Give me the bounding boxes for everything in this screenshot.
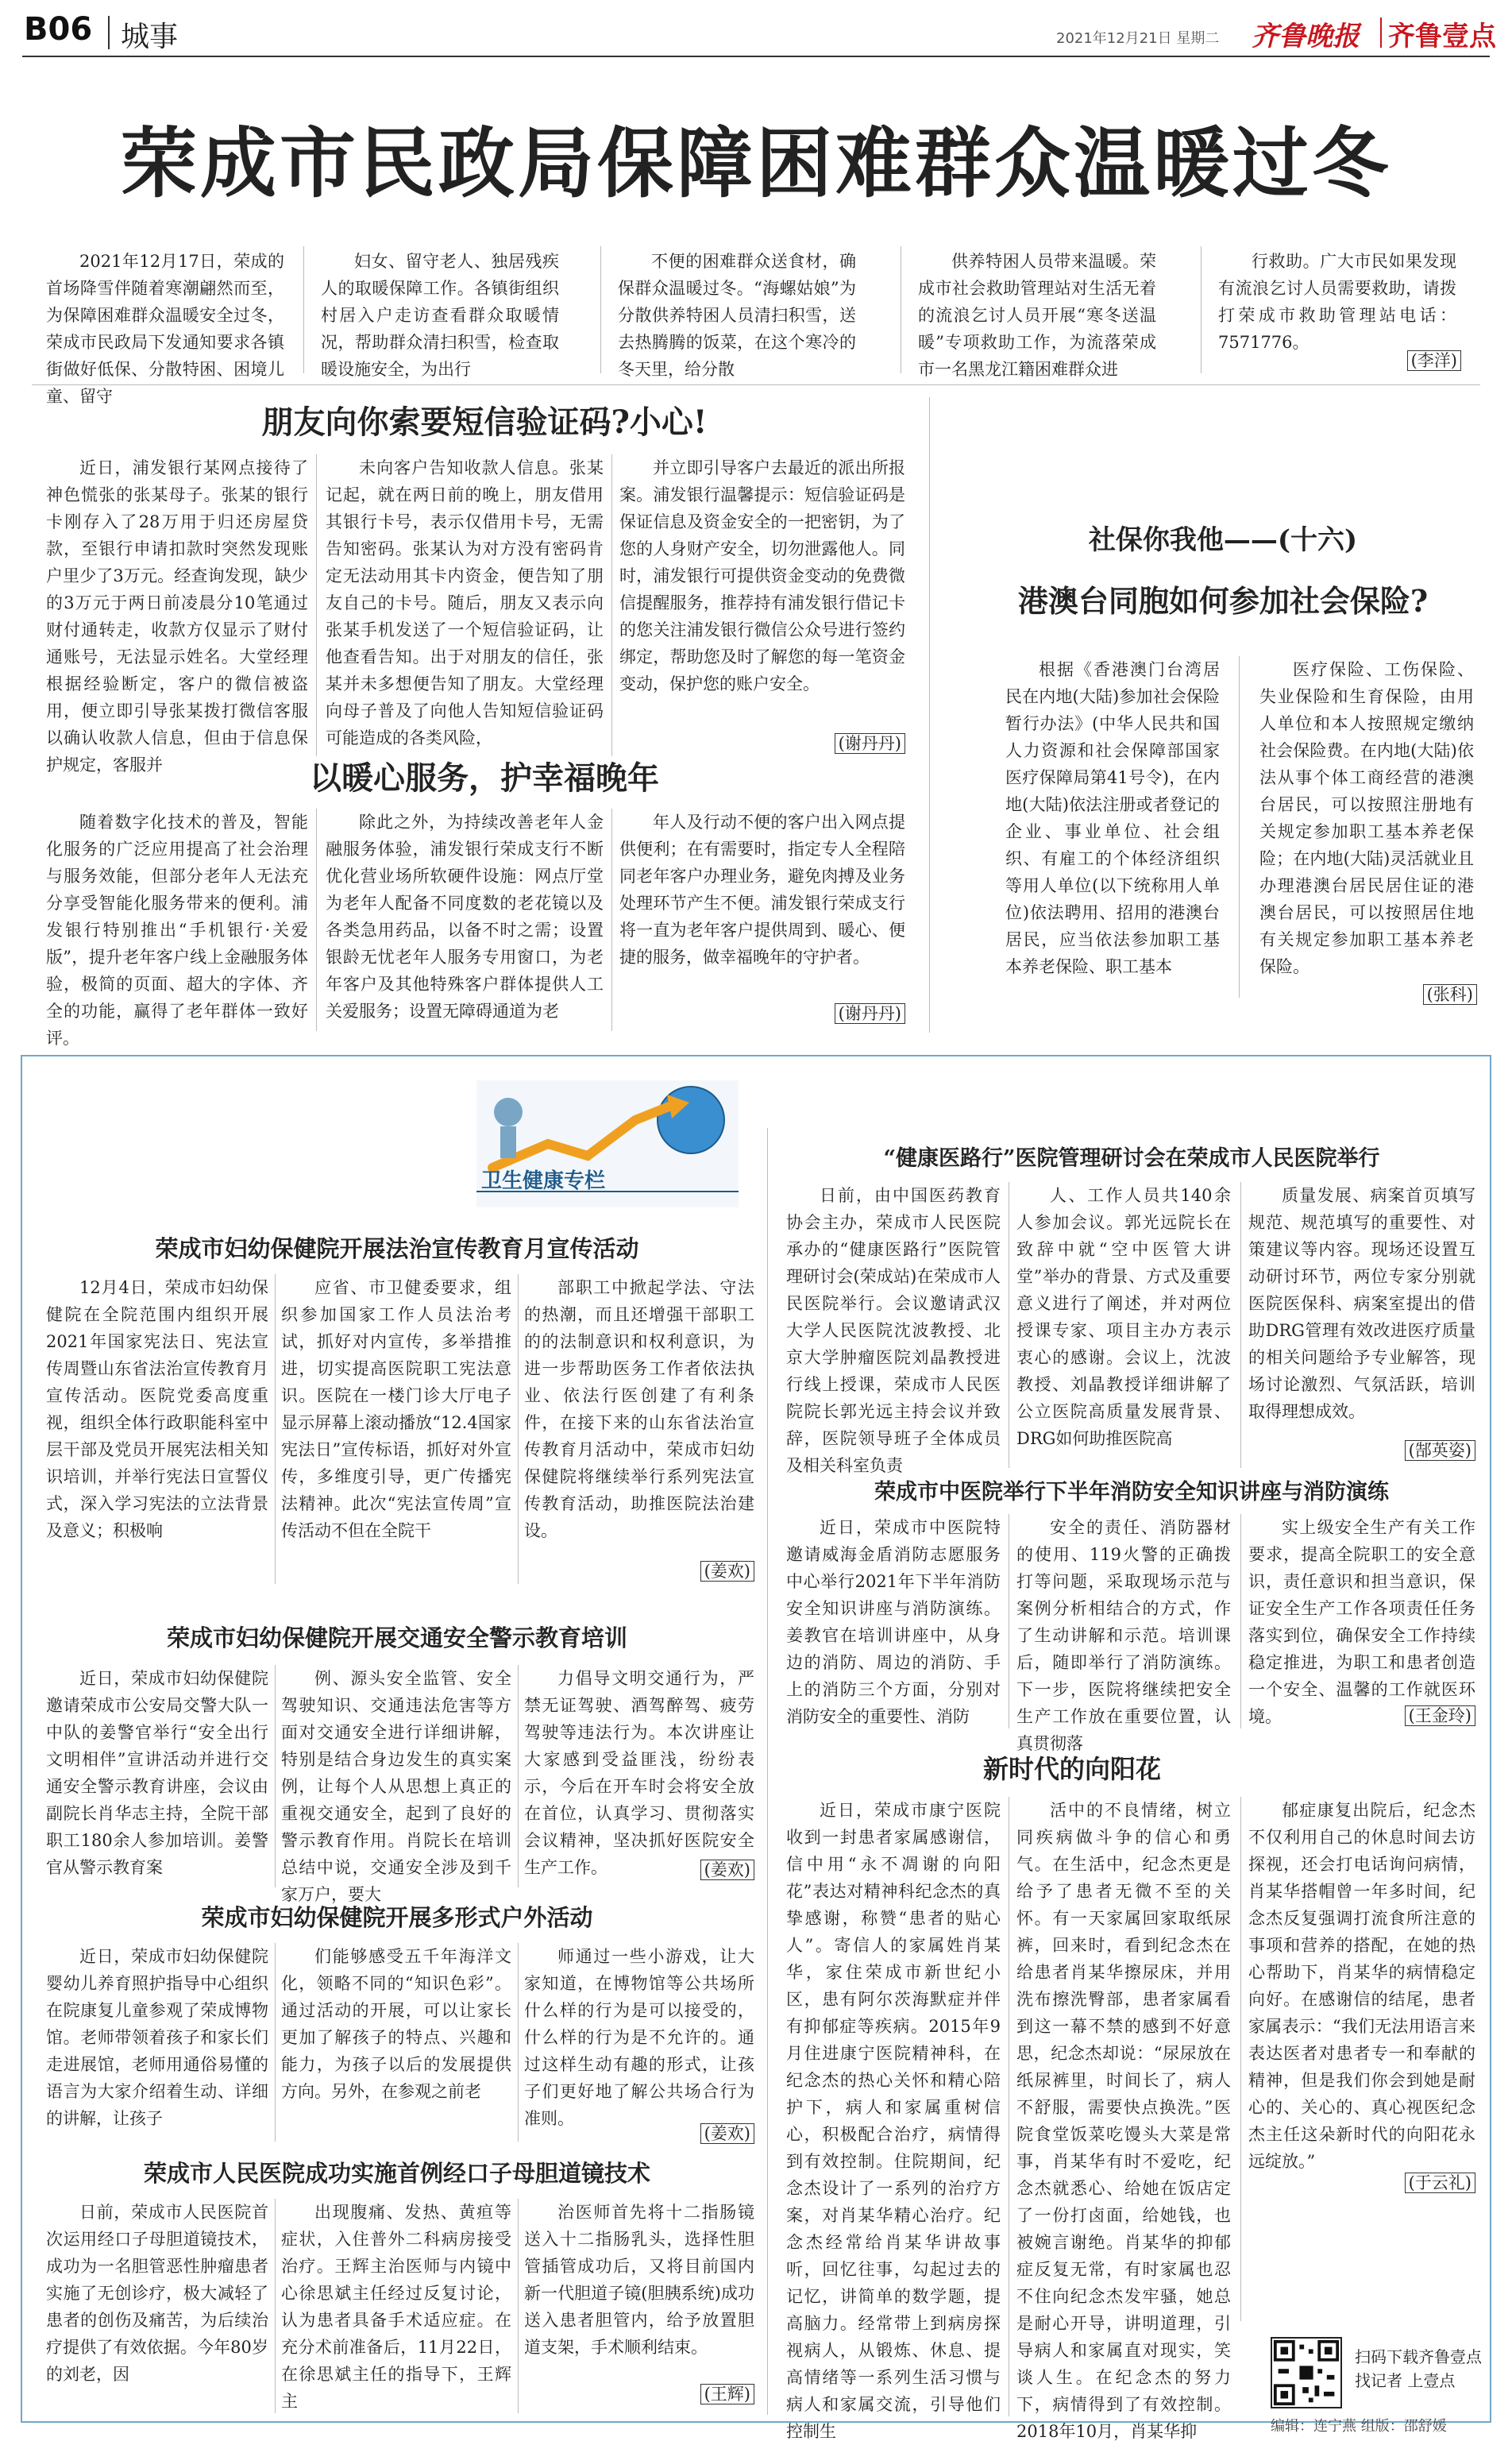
social-article-signature: (张科) bbox=[1374, 982, 1477, 1006]
issue-date: 2021年12月21日 星期二 bbox=[1056, 30, 1220, 47]
h1-article-col-1: 12月4日，荣成市妇幼保健院在全院范围内组织开展2021年国家宪法日、宪法宣传周暨山东省法治宣传教育月宣传活动。医院党委高度重视，组织全体行政职能科室中层干部及党员开展宪法相关知识培训，并举行宪法日宣誓仪式，深入学习宪法的立法背景及意义；积极响 bbox=[46, 1278, 268, 1540]
column-rule bbox=[611, 809, 612, 1031]
sms-article-headline: 朋友向你索要短信验证码?小心! bbox=[261, 404, 708, 441]
column-rule bbox=[518, 1274, 519, 1584]
masthead-rule bbox=[22, 56, 1490, 57]
h3-article-signature: (姜欢) bbox=[651, 2121, 754, 2145]
article-main-col-4: 供养特困人员带来温暖。荣成市社会救助管理站对生活无着的流浪乞讨人员开展“寒冬送温暖”专项救助工作，为流落荣成市一名黑龙江籍困难群众进 bbox=[918, 252, 1156, 379]
qr-caption bbox=[1355, 2345, 1482, 2393]
column-rule bbox=[1240, 1514, 1241, 1728]
section-rule bbox=[32, 384, 1480, 385]
elderly-article-headline: 以暖心服务，护幸福晚年 bbox=[310, 759, 659, 797]
column-rule bbox=[1239, 656, 1240, 998]
qr-code-icon[interactable] bbox=[1271, 2337, 1342, 2408]
h2-article-headline: 荣成市妇幼保健院开展交通安全警示教育培训 bbox=[166, 1624, 627, 1651]
column-rule bbox=[316, 454, 317, 756]
h5-article-col-1: 日前，由中国医药教育协会主办，荣成市人民医院承办的“健康医路行”医院管理研讨会(荣成站)在荣成市人民医院举行。会议邀请武汉大学人民医院沈波教授、北京大学肿瘤医院刘晶教授进行线上授课，荣成市人民医院院长郭光远主持会议并致辞，医院领导班子全体成员及相关科室负责 bbox=[786, 1186, 1001, 1475]
h7-article-headline: 新时代的向阳花 bbox=[982, 1754, 1161, 1784]
brand-logo-qilu-evening: 齐鲁晚报 bbox=[1252, 21, 1360, 52]
h1-article-signature: (姜欢) bbox=[651, 1559, 754, 1582]
h5-article-headline: “健康医路行”医院管理研讨会在荣成市人民医院举行 bbox=[883, 1146, 1380, 1171]
sms-article-col-1: 近日，浦发银行某网点接待了神色慌张的张某母子。张某的银行卡刚存入了28万用于归还房屋贷款，至银行申请扣款时突然发现账户里少了3万元。经查询发现，缺少的3万元于两日前凌晨分10笔通过财付通转走，收款方仅显示了财付通账号，无法显示姓名。大堂经理根据经验断定，客户的微信被盗用，便立即引导张某拨打微信客服以确认收款人信息，但由于信息保护规定，客服并 bbox=[46, 458, 308, 774]
h7-article-col-1: 近日，荣成市康宁医院收到一封患者家属感谢信，信中用“永不凋谢的向阳花”表达对精神科纪念杰的真挚感谢，称赞“患者的贴心人”。寄信人的家属姓肖某华，家住荣成市新世纪小区，患有阿尔茨海默症并伴有抑郁症等疾病。2015年9月住进康宁医院精神科，在纪念杰的热心关怀和精心陪护下，病人和家属重树信心，积极配合治疗，病情得到有效控制。住院期间，纪念杰设计了一系列的治疗方案，对肖某华精心治疗。纪念杰经常给肖某华讲故事听，回忆往事，勾起过去的记忆，讲简单的数学题，提高脑力。经常带上到病房探视病人，从锻炼、休息、提高情绪等一系列生活习惯与病人和家属交流，引导他们控制生 bbox=[786, 1801, 1001, 2441]
h7-article-col-3: 郁症康复出院后，纪念杰不仅利用自己的休息时间去访探视，还会打电话询问病情，肖某华搭帽曾一年多时间，纪念杰反复强调打流食所注意的事项和营养的搭配，在她的热心帮助下，肖某华的病情稳定向好。在感谢信的结尾，患者家属表示：“我们无法用语言来表达医者对患者专一和奉献的精神，但是我们你会到她是耐心的、关心的、真心视医纪念杰主任这朵新时代的向阳花永远绽放。” bbox=[1248, 1801, 1475, 2171]
article-main-col-2: 妇女、留守老人、独居残疾人的取暖保障工作。各镇街组织村居入户走访查看群众取暖情况，帮助群众清扫积雪，检查取暖设施安全，为出行 bbox=[321, 252, 559, 379]
social-article-col-2: 医疗保险、工伤保险、失业保险和生育保险，由用人单位和本人按照规定缴纳社会保险费。在内地(大陆)依法从事个体工商经营的港澳台居民，可以按照注册地有关规定参加职工基本养老保险；在内地(大陆)灵活就业且办理港澳台居民居住证的港澳台居民，可以按照居住地有关规定参加职工基本养老保险。 bbox=[1259, 660, 1474, 976]
column-rule bbox=[1201, 246, 1202, 373]
column-rule bbox=[518, 2199, 519, 2413]
column-rule bbox=[929, 397, 930, 1033]
h6-article-col-3: 实上级安全生产有关工作要求，提高全院职工的安全意识，责任意识和担当意识，保证安全生产工作各项责任任务落实到位，确保安全工作持续稳定推进，为职工和患者创造一个安全、温馨的工作就医环境。 bbox=[1248, 1518, 1475, 1726]
column-rule bbox=[275, 1274, 276, 1584]
h1-article-col-3: 部职工中掀起学法、守法的热潮，而且还增强干部职工的的法制意识和权利意识，为进一步帮助医务工作者依法执业、依法行医创建了有利条件，在接下来的山东省法治宣传教育月活动中，荣成市妇幼保健院将继续举行系列宪法宣传教育活动，助推医院法治建设。 bbox=[524, 1278, 754, 1540]
h1-article-col-2: 应省、市卫健委要求，组织参加国家工作人员法治考试，抓好对内宣传，多举措推进，切实提高医院职工宪法意识。医院在一楼门诊大厅电子显示屏幕上滚动播放“12.4国家宪法日”宣传标语，抓好对外宣传，多维度引导，更广传播宪法精神。此次“宪法宣传周”宣传活动不但在全院干 bbox=[281, 1278, 511, 1540]
elderly-article-col-1: 随着数字化技术的普及，智能化服务的广泛应用提高了社会治理与服务效能，但部分老年人无法充分享受智能化服务带来的便利。浦发银行特别推出“手机银行·关爱版”，提升老年客户线上金融服务体验，极简的页面、超大的字体、齐全的功能，赢得了老年群体一致好评。 bbox=[46, 813, 308, 1048]
main-headline: 荣成市民政局保障困难群众温暖过冬 bbox=[121, 118, 1391, 208]
article-main-col-1: 2021年12月17日，荣成的首场降雪伴随着寒潮翩然而至，为保障困难群众温暖安全过冬，荣成市民政局下发通知要求各镇街做好低保、分散特困、困境儿童、留守 bbox=[46, 252, 284, 406]
section-name: 城事 bbox=[121, 21, 179, 53]
h4-article-col-2: 出现腹痛、发热、黄疸等症状，入住普外二科病房接受治疗。王辉主治医师与内镜中心徐思斌主任经过反复讨论，认为患者具备手术适应症。在充分术前准备后，11月22日，在徐思斌主任的指导下，王辉主 bbox=[281, 2203, 511, 2411]
h4-article-col-3: 治医师首先将十二指肠镜送入十二指肠乳头，选择性胆管插管成功后，又将目前国内新一代胆道子镜(胆胰系统)成功送入患者胆管内，给予放置胆道支架，手术顺利结束。 bbox=[524, 2203, 754, 2357]
h5-article-col-2: 人、工作人员共140余人参加会议。郭光远院长在致辞中就“空中医管大讲堂”举办的背景、方式及重要意义进行了阐述，并对两位授课专家、项目主办方表示衷心的感谢。会议上，沈波教授、刘晶教授详细讲解了公立医院高质量发展背景、DRG如何助推医院高 bbox=[1016, 1186, 1231, 1448]
h3-article-col-2: 们能够感受五千年海洋文化，领略不同的“知识色彩”。通过活动的开展，可以让家长更加了解孩子的特点、兴趣和能力，为孩子以后的发展提供方向。另外，在参观之前老 bbox=[281, 1947, 511, 2101]
h2-article-col-3: 力倡导文明交通行为，严禁无证驾驶、酒驾醉驾、疲劳驾驶等违法行为。本次讲座让大家感到受益匪浅，纷纷表示，今后在开车时会将安全放在首位，认真学习、贯彻落实会议精神，坚决抓好医院安全生产工作。 bbox=[524, 1669, 754, 1877]
social-article-headline: 港澳台同胞如何参加社会保险? bbox=[1017, 583, 1429, 619]
sms-article-col-3: 并立即引导客户去最近的派出所报案。浦发银行温馨提示：短信验证码是保证信息及资金安全的一把密钥，为了您的人身财产安全，切勿泄露他人。同时，浦发银行可提供资金变动的免费微信提醒服务，推荐持有浦发银行借记卡的您关注浦发银行微信公众号进行签约绑定，帮助您及时了解您的每一笔资金变动，保护您的账户安全。 bbox=[619, 458, 905, 693]
social-article-kicker: 社保你我他——(十六) bbox=[1088, 524, 1358, 556]
h2-article-signature: (姜欢) bbox=[651, 1857, 754, 1881]
social-article-col-1: 根据《香港澳门台湾居民在内地(大陆)参加社会保险暂行办法》(中华人民共和国人力资源和社会保障部国家医疗保障局第41号令)，在内地(大陆)依法注册或者登记的企业、事业单位、社会组织、有雇工的个体经济组织等用人单位(以下统称用人单位)依法聘用、招用的港澳台居民，应当依法参加职工基本养老保险、职工基本 bbox=[1005, 660, 1220, 976]
column-rule bbox=[767, 1128, 768, 2415]
column-rule bbox=[518, 1943, 519, 2142]
h2-article-col-2: 例、源头安全监管、安全驾驶知识、交通违法危害等方面对交通安全进行详细讲解，特别是结合身边发生的真实案例，让每个人从思想上真正的重视交通安全，起到了良好的警示教育作用。肖院长在培训总结中说，交通安全涉及到千家万户，要大 bbox=[281, 1669, 511, 1904]
column-rule bbox=[275, 1665, 276, 1887]
column-rule bbox=[1240, 1797, 1241, 2321]
h5-article-signature: (郜英姿) bbox=[1366, 1438, 1475, 1462]
elderly-article-col-3: 年人及行动不便的客户出入网点提供便利；在有需要时，指定专人全程陪同老年客户办理业务，避免肉搏及业务处理环节产生不便。浦发银行荣成支行将一直为老年客户提供周到、暖心、便捷的服务，做幸福晚年的守护者。 bbox=[619, 813, 905, 967]
h5-article-col-3: 质量发展、病案首页填写规范、规范填写的重要性、对策建议等内容。现场还设置互动研讨环节，两位专家分别就医院医保科、病案室提出的借助DRG管理有效改进医疗质量的相关问题给予专业解答，现场讨论激烈、气氛活跃，培训取得理想成效。 bbox=[1248, 1186, 1475, 1421]
editor-credits: 编辑：连宁燕 组版：邵舒媛 bbox=[1271, 2418, 1447, 2435]
h7-article-signature: (于云礼) bbox=[1366, 2170, 1475, 2194]
elderly-article-signature: (谢丹丹) bbox=[786, 1001, 905, 1025]
column-rule bbox=[611, 454, 612, 756]
h3-article-headline: 荣成市妇幼保健院开展多形式户外活动 bbox=[201, 1904, 593, 1931]
h1-article-headline: 荣成市妇幼保健院开展法治宣传教育月宣传活动 bbox=[155, 1235, 639, 1262]
h3-article-col-1: 近日，荣成市妇幼保健院婴幼儿养育照护指导中心组织在院康复儿童参观了荣成博物馆。老师带领着孩子和家长们走进展馆，老师用通俗易懂的语言为大家介绍着生动、详细的讲解，让孩子 bbox=[46, 1947, 268, 2128]
brand-separator bbox=[1380, 17, 1382, 48]
h4-article-col-1: 日前，荣成市人民医院首次运用经口子母胆道镜技术，成功为一名胆管恶性肿瘤患者实施了无创诊疗，极大减轻了患者的创伤及痛苦，为后续治疗提供了有效依据。今年80岁的刘老，因 bbox=[46, 2203, 268, 2384]
column-rule bbox=[275, 1943, 276, 2142]
h7-article-col-2: 活中的不良情绪，树立同疾病做斗争的信心和勇气。在生活中，纪念杰更是给予了患者无微不至的关怀。有一天家属回家取纸尿裤，回来时，看到纪念杰在给患者肖某华擦尿床，并用洗布擦洗臀部，患者家属看到这一幕不禁的感到不好意思，纪念杰却说：“尿尿放在纸尿裤里，时间长了，病人不舒服，需要快点换洗。”医院食堂饭菜吃馒头大菜是常事，肖某华有时不爱吃，纪念杰就悉心、给她在饭店定了一份打卤面，给她钱，也被婉言谢绝。肖某华的抑郁症反复无常，有时家属也忍不住向纪念杰发牢骚，她总是耐心开导，讲明道理，引导病人和家属直对现实，笑谈人生。在纪念杰的努力下，病情得到了有效控制。2018年10月，肖某华抑 bbox=[1016, 1801, 1231, 2441]
column-rule bbox=[600, 246, 601, 373]
column-rule bbox=[316, 809, 317, 1031]
article-main-col-3: 不便的困难群众送食材，确保群众温暖过冬。“海螺姑娘”为分散供养特困人员清扫积雪，送去热腾腾的饭菜，在这个寒冷的冬天里，给分散 bbox=[618, 252, 856, 379]
h6-article-headline: 荣成市中医院举行下半年消防安全知识讲座与消防演练 bbox=[874, 1480, 1389, 1504]
elderly-article-col-2: 除此之外，为持续改善老年人金融服务体验，浦发银行荣成支行不断优化营业场所软硬件设施：网点厅堂为老年人配备不同度数的老花镜以及各类急用药品，以备不时之需；设置银龄无忧老年人服务专用窗口，为老年客户及其他特殊客户群体提供人工关爱服务；设置无障碍通道为老 bbox=[326, 813, 604, 1021]
brand-logo-qilu-yidian: 齐鲁壹点 bbox=[1388, 21, 1496, 52]
sms-article-col-2: 未向客户告知收款人信息。张某记起，就在两日前的晚上，朋友借用其银行卡号，表示仅借用卡号，无需告知密码。张某认为对方没有密码肯定无法动用其卡内资金，便告知了朋友自己的卡号。随后，朋友又表示向张某手机发送了一个短信验证码，让他查看告知。出于对朋友的信任，张某并未多想便告知了朋友。大堂经理向母子普及了向他人告知短信验证码可能造成的各类风险， bbox=[326, 458, 604, 747]
section-separator bbox=[108, 16, 110, 49]
health-column-title: 卫生健康专栏 bbox=[481, 1169, 606, 1193]
article-main-col-5: 行救助。广大市民如果发现有流浪乞讨人员需要救助，请拨打荣成市救助管理站电话：7571776。 bbox=[1218, 252, 1456, 352]
column-rule bbox=[518, 1665, 519, 1887]
column-rule bbox=[275, 2199, 276, 2413]
article-main-signature: (李洋) bbox=[1350, 348, 1461, 372]
sms-article-signature: (谢丹丹) bbox=[786, 731, 905, 755]
h6-article-col-2: 安全的责任、消防器材的使用、119火警的正确拨打等问题，采取现场示范与案例分析相结合的方式，作了生动讲解和示范。培训课后，随即举行了消防演练。下一步，医院将继续把安全生产工作放在重要位置，认真贯彻落 bbox=[1016, 1518, 1231, 1753]
h4-article-headline: 荣成市人民医院成功实施首例经口子母胆道镜技术 bbox=[143, 2160, 650, 2187]
page-number: B06 bbox=[24, 11, 93, 48]
h4-article-signature: (王辉) bbox=[651, 2381, 754, 2405]
h6-article-col-1: 近日，荣成市中医院特邀请威海金盾消防志愿服务中心举行2021年下半年消防安全知识讲座与消防演练。姜教官在培训讲座中，从身边的消防、周边的消防、手上的消防三个方面，分别对消防安全的重要性、消防 bbox=[786, 1518, 1001, 1726]
column-rule bbox=[1240, 1182, 1241, 1468]
h3-article-col-3: 师通过一些小游戏，让大家知道，在博物馆等公共场所什么样的行为是可以接受的，什么样的行为是不允许的。通过这样生动有趣的形式，让孩子们更好地了解公共场合行为准则。 bbox=[524, 1947, 754, 2128]
h2-article-col-1: 近日，荣成市妇幼保健院邀请荣成市公安局交警大队一中队的姜警官举行“安全出行 文明相伴”宣讲活动并进行交通安全警示教育讲座，会议由副院长肖华志主持，全院干部职工180余人参加培训。姜警官从警示教育案 bbox=[46, 1669, 268, 1877]
qr-caption-line-1: 扫码下载齐鲁壹点 bbox=[1355, 2347, 1482, 2366]
qr-caption-line-2: 找记者 上壹点 bbox=[1355, 2371, 1456, 2390]
h6-article-signature: (王金玲) bbox=[1366, 1703, 1475, 1727]
column-rule bbox=[303, 246, 304, 373]
